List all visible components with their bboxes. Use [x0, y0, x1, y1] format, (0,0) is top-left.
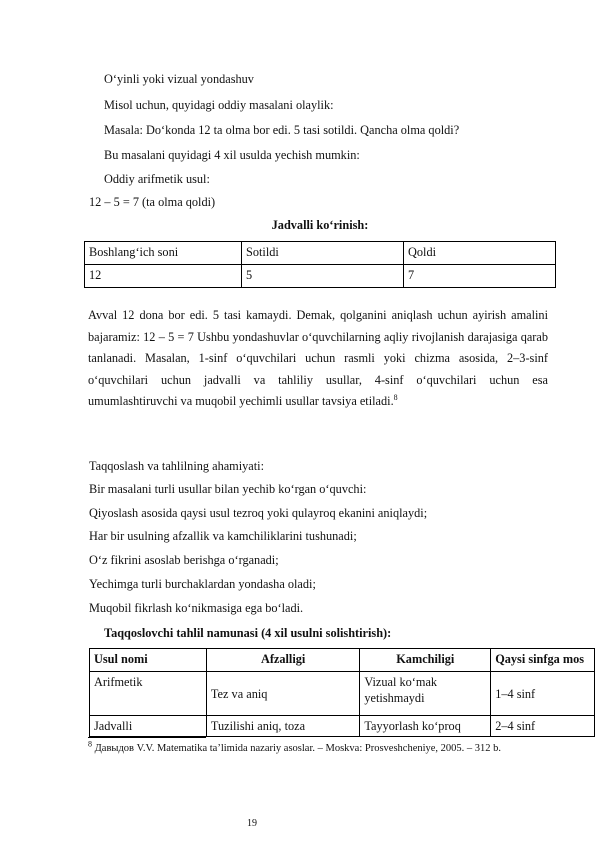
footnote [88, 741, 543, 756]
paragraph-text: Avval 12 dona bor edi. 5 tasi kamaydi. Demak, qolganini aniqlash uchun ayirish amalini bajaramiz: 12 – 5 = 7 Ushbu yondashuvlar o‘quvchilarning aqliy rivojlanish darajasiga qarab tanlanadi. Masalan, 1-sinf o‘quvchilari uchun rasmli yoki chizma asosida, 2–3-sinf o‘quvchilari uchun jadvalli va tahliliy usullar, 4-sinf o‘quvchilari uchun esa umumlashtiruvchi va muqobil yechimli usullar tavsiya etiladi. [88, 308, 548, 408]
table-header-cell: Qaysi sinfga mos [491, 649, 595, 672]
table2-title: Taqqoslovchi tahlil namunasi (4 xil usulni solishtirish): [104, 626, 392, 640]
intro-line: Oddiy arifmetik usul: [104, 172, 210, 186]
table-cell: 1–4 sinf [491, 672, 595, 716]
table-cell: Arifmetik [90, 672, 207, 716]
table-cell: Vizual ko‘mak yetishmaydi [360, 672, 491, 716]
table-row [90, 672, 595, 716]
table-header-row [90, 649, 595, 672]
intro-line: Misol uchun, quyidagi oddiy masalani olaylik: [104, 98, 334, 112]
table-cell: Tayyorlash ko‘proq [360, 716, 491, 737]
importance-line: Har bir usulning afzallik va kamchiliklarini tushunadi; [89, 529, 357, 543]
table1-title: Jadvalli ko‘rinish: [271, 218, 369, 232]
importance-line: O‘z fikrini asoslab berishga o‘rganadi; [89, 553, 279, 567]
importance-line: Yechimga turli burchaklardan yondasha oladi; [89, 577, 316, 591]
table-cell: 5 [242, 265, 404, 288]
comparison-table [89, 648, 595, 737]
table-cell: 12 [85, 265, 242, 288]
footnote-number: 8 [88, 739, 92, 749]
importance-line: Bir masalani turli usullar bilan yechib ko‘rgan o‘quvchi: [89, 482, 367, 496]
table-header-cell: Kamchiligi [360, 649, 491, 672]
importance-line: Muqobil fikrlash ko‘nikmasiga ega bo‘ladi. [89, 601, 304, 615]
footnote-ref: 8 [393, 392, 398, 402]
footnote-text: Давыдов V.V. Matematika ta’limida nazariy asoslar. – Moskva: Prosveshcheniye, 2005. – 312 b. [94, 743, 502, 754]
importance-heading: Taqqoslash va tahlilning ahamiyati: [89, 459, 265, 473]
body-paragraph [88, 305, 548, 413]
table-cell: Tez va aniq [206, 672, 359, 716]
footnote-divider [88, 737, 206, 738]
table-header-cell: Boshlang‘ich soni [85, 242, 242, 265]
table-header-cell: Afzalligi [206, 649, 359, 672]
table-cell: Jadvalli [90, 716, 207, 737]
table-cell: 7 [404, 265, 556, 288]
intro-line: O‘yinli yoki vizual yondashuv [104, 72, 254, 86]
table-row [85, 265, 556, 288]
page-number: 19 [247, 818, 257, 829]
table-header-cell: Sotildi [242, 242, 404, 265]
table-header-row [85, 242, 556, 265]
jadvalli-table [84, 241, 556, 288]
importance-line: Qiyoslash asosida qaysi usul tezroq yoki qulayroq ekanini aniqlaydi; [89, 506, 428, 520]
intro-line: Masala: Do‘konda 12 ta olma bor edi. 5 tasi sotildi. Qancha olma qoldi? [104, 123, 460, 137]
table-cell: 2–4 sinf [491, 716, 595, 737]
table-header-cell: Usul nomi [90, 649, 207, 672]
equation-line: 12 – 5 = 7 (ta olma qoldi) [89, 195, 216, 209]
table-row [90, 716, 595, 737]
intro-line: Bu masalani quyidagi 4 xil usulda yechish mumkin: [104, 148, 360, 162]
table-cell: Tuzilishi aniq, toza [206, 716, 359, 737]
table-header-cell: Qoldi [404, 242, 556, 265]
